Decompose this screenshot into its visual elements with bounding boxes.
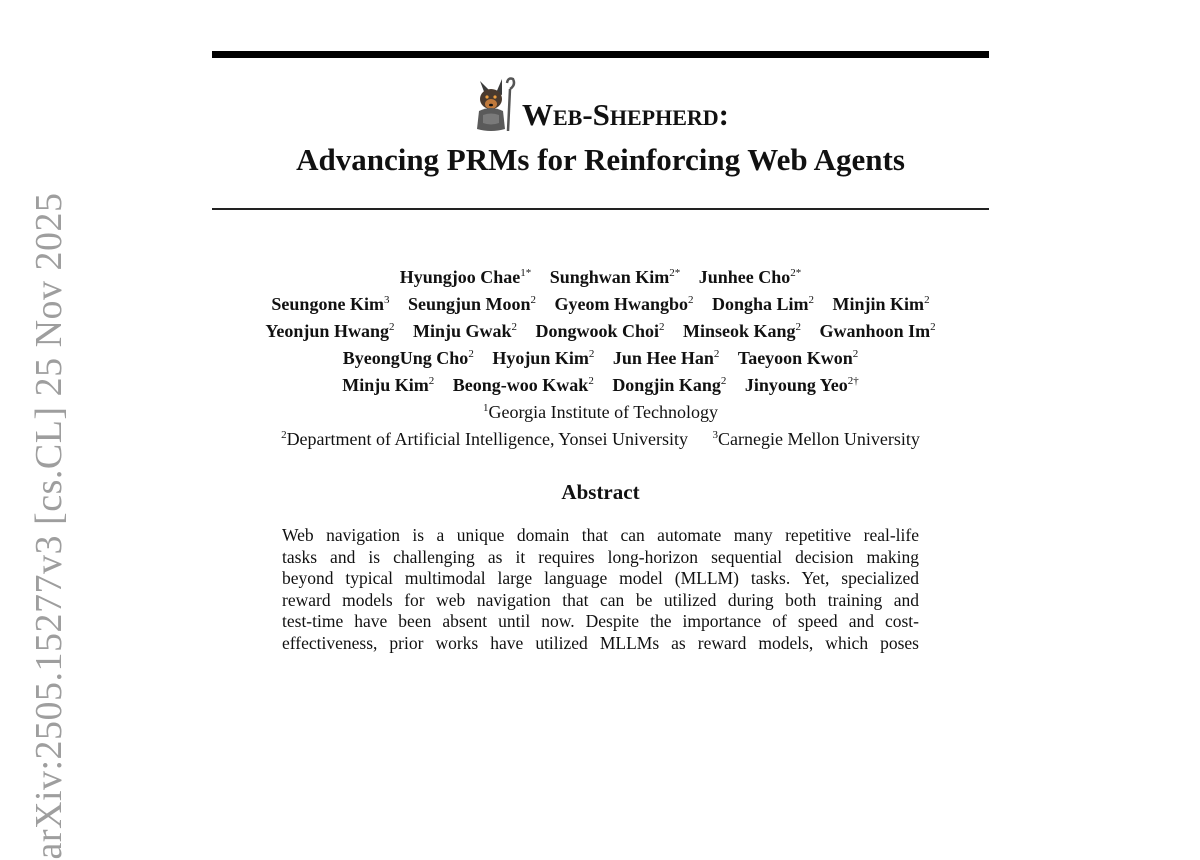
abstract-line: beyond typical multimodal large language model (MLLM) tasks. Yet, specialized: [282, 568, 919, 589]
author: Minju Kim$^2$: [342, 375, 435, 395]
author: Dongjin Kang$^2$: [612, 375, 727, 395]
paper-title-name: Web-Shepherd:: [521, 97, 730, 132]
title-top-rule: [212, 51, 989, 58]
author-block: [212, 262, 989, 451]
author: Hyojun Kim$^2$: [492, 348, 595, 368]
author: Taeyoon Kwon$^2$: [737, 348, 859, 368]
author: Dongwook Choi$^2$: [535, 321, 665, 341]
author: Minjin Kim$^2$: [832, 294, 930, 314]
author: Yeonjun Hwang$^2$: [265, 321, 395, 341]
author: ByeongUng Cho$^2$: [342, 348, 474, 368]
abstract-body: [282, 525, 919, 655]
abstract-heading: Abstract: [561, 480, 640, 504]
author: Minseok Kang$^2$: [683, 321, 802, 341]
author: Junhee Cho$^{2*}$: [698, 267, 802, 287]
arxiv-identifier-stamp: arXiv:2505.15277v3 [cs.CL] 25 Nov 2025: [28, 192, 70, 860]
author-row: [212, 343, 989, 370]
affiliation-line: [212, 424, 989, 451]
author: Seungjun Moon$^2$: [407, 294, 536, 314]
author: Beong-woo Kwak$^2$: [452, 375, 594, 395]
abstract-line: test-time have been absent until now. Despite the importance of speed and cost-: [282, 611, 919, 632]
author-row: [212, 289, 989, 316]
shepherd-dog-logo-icon: [472, 75, 518, 133]
paper-subtitle: Advancing PRMs for Reinforcing Web Agents: [296, 142, 905, 177]
author: Dongha Lim$^2$: [712, 294, 815, 314]
author: Minju Gwak$^2$: [412, 321, 517, 341]
affiliation: $^1$Georgia Institute of Technology: [482, 402, 719, 422]
author: Sunghwan Kim$^{2*}$: [549, 267, 681, 287]
author-row: [212, 370, 989, 397]
abstract-line: Web navigation is a unique domain that can automate many repetitive real-life: [282, 525, 919, 545]
abstract-line: reward models for web navigation that can be utilized during both training and: [282, 589, 919, 610]
author: Gwanhoon Im$^2$: [819, 321, 936, 341]
affiliation-line: [212, 397, 989, 424]
author-row: [212, 316, 989, 343]
title-bottom-rule: [212, 208, 989, 210]
author: Seungone Kim$^3$: [271, 294, 390, 314]
author: Gyeom Hwangbo$^2$: [554, 294, 694, 314]
affiliation: $^2$Department of Artificial Intelligence, Yonsei University: [281, 429, 688, 449]
affiliation: $^3$Carnegie Mellon University: [712, 429, 920, 449]
author: Hyungjoo Chae$^{1*}$: [399, 267, 532, 287]
abstract-line: effectiveness, prior works have utilized MLLMs as reward models, which poses: [282, 632, 919, 653]
author: Jun Hee Han$^2$: [612, 348, 720, 368]
author-row: [212, 262, 989, 289]
abstract-line: tasks and is challenging as it requires long-horizon sequential decision making: [282, 546, 919, 567]
author: Jinyoung Yeo$^{2\dagger}$: [744, 375, 859, 395]
title-block: [212, 75, 989, 133]
